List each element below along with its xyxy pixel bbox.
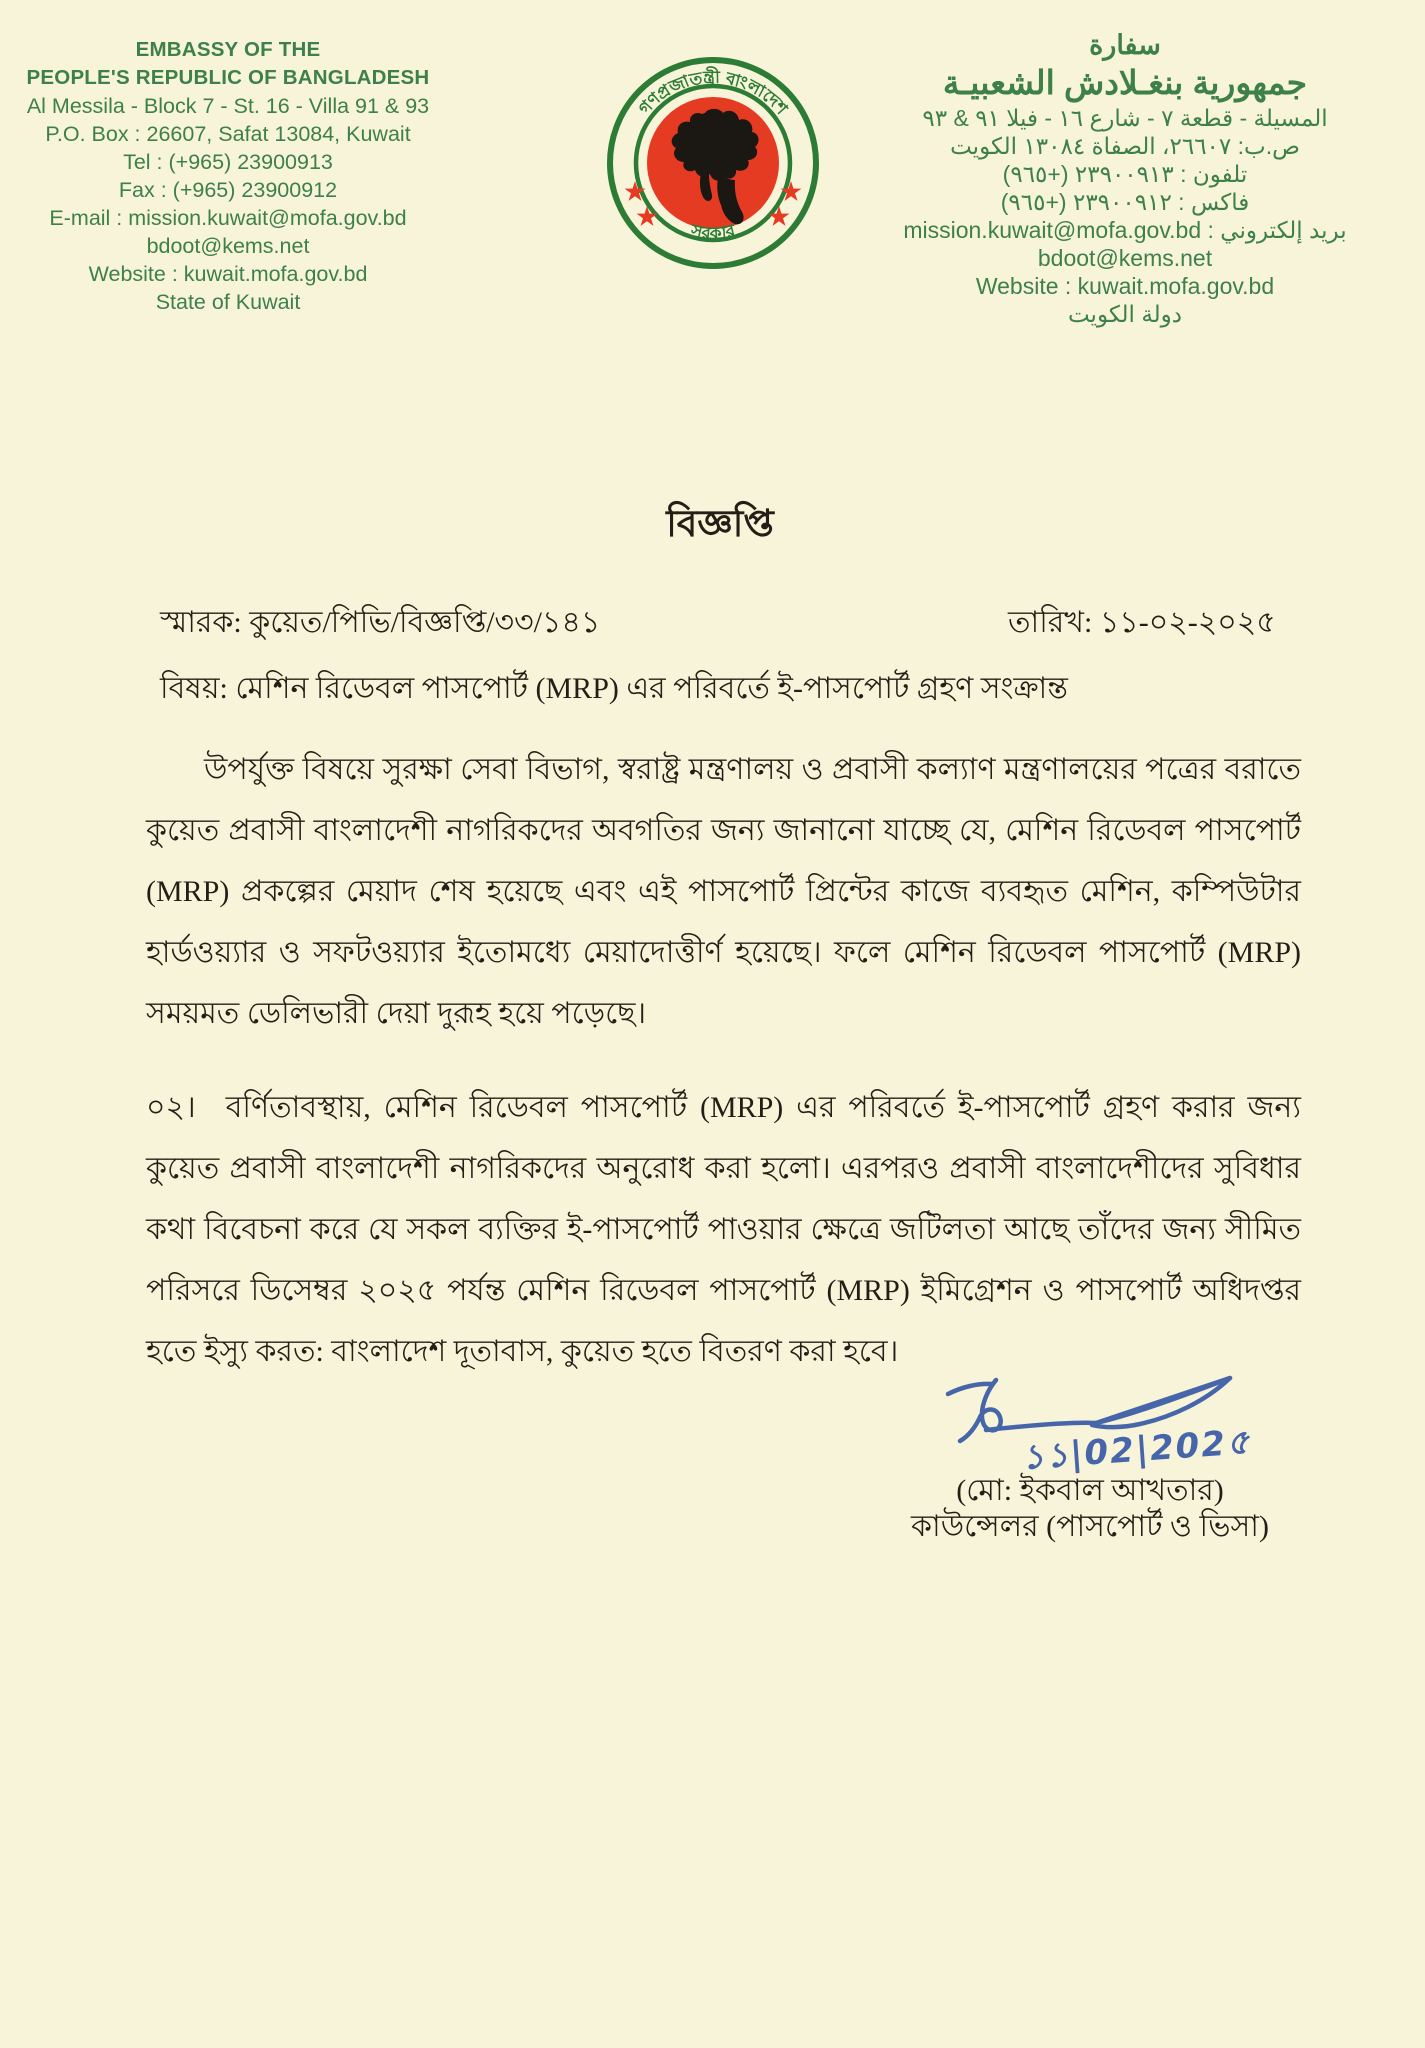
seal-top-arc-text: গণপ্রজাতন্ত্রী বাংলাদেশ [634, 67, 792, 119]
subject-line: বিষয়: মেশিন রিডেবল পাসপোর্ট (MRP) এর পরিবর্তে ই-পাসপোর্ট গ্রহণ সংক্রান্ত [160, 672, 1068, 705]
memo-number: স্মারক: কুয়েত/পিভি/বিজ্ঞপ্তি/৩৩/১৪১ [160, 606, 601, 639]
email2-line: bdoot@kems.net [146, 234, 310, 258]
embassy-name-line2: PEOPLE'S REPUBLIC OF BANGLADESH [26, 66, 430, 89]
email-line: E-mail : mission.kuwait@mofa.gov.bd [49, 206, 407, 230]
signatory-designation: কাউন্সেলর (পাসপোর্ট ও ভিসা) [911, 1510, 1269, 1543]
country-line: State of Kuwait [155, 290, 301, 314]
letterhead-english-block [26, 36, 430, 316]
notice-date: তারিখ: ১১-০২-২০২৫ [1008, 606, 1276, 639]
paragraph-1: উপর্যুক্ত বিষয়ে সুরক্ষা সেবা বিভাগ, স্বরাষ্ট্র মন্ত্রণালয় ও প্রবাসী কল্যাণ মন্ত্রণালয়ের পত্রের বরাতে কুয়েত প্রবাসী বাংলাদেশী নাগরিকদের অবগতির জন্য জানানো যাচ্ছে যে, মেশিন রিডেবল পাসপোর্ট (MRP) প্রকল্পের মেয়াদ শেষ হয়েছে এবং এই পাসপোর্ট প্রিন্টের কাজে ব্যবহৃত মেশিন, কম্পিউটার হার্ডওয়্যার ও সফটওয়্যার ইতোমধ্যে মেয়াদোত্তীর্ণ হয়েছে। ফলে মেশিন রিডেবল পাসপোর্ট (MRP) সময়মত ডেলিভারী দেয়া দুরূহ হয়ে পড়েছে। [146, 753, 1301, 1030]
address-line: Al Messila - Block 7 - St. 16 - Villa 91 & 93 [26, 94, 430, 118]
email2-arabic-line: bdoot@kems.net [1037, 245, 1213, 271]
pobox-arabic-line: ص.ب: ٢٦٦٠٧، الصفاة ١٣٠٨٤ الكويت [950, 133, 1300, 159]
pobox-line: P.O. Box : 26607, Safat 13084, Kuwait [45, 122, 411, 146]
tel-line: Tel : (+965) 23900913 [123, 150, 333, 174]
website-line: Website : kuwait.mofa.gov.bd [88, 262, 368, 286]
fax-line: Fax : (+965) 23900912 [118, 178, 338, 202]
embassy-name-line1: EMBASSY OF THE [135, 38, 321, 61]
seal-bottom-arc-text: সরকার [689, 220, 738, 244]
signatory-name: (মো: ইকবাল আখতার) [956, 1474, 1224, 1507]
state-of-kuwait-arabic-line: دولة الكويت [1067, 301, 1183, 327]
notice-title: বিজ্ঞপ্তি [666, 504, 774, 545]
bangladesh-government-seal [606, 56, 820, 270]
letterhead-arabic-block [852, 28, 1398, 328]
website-arabic-line: Website : kuwait.mofa.gov.bd [975, 273, 1275, 299]
email-arabic-line: بريد إلكتروني : mission.kuwait@mofa.gov.bd [903, 217, 1347, 243]
republic-arabic-line: جمهورية بنغـلادش الشعبيـة [942, 64, 1308, 101]
paragraph-2: ০২। বর্ণিতাবস্থায়, মেশিন রিডেবল পাসপোর্ট (MRP) এর পরিবর্তে ই-পাসপোর্ট গ্রহণ করার জন্য কুয়েত প্রবাসী বাংলাদেশী নাগরিকদের অনুরোধ করা হলো। এরপরও প্রবাসী বাংলাদেশীদের সুবিধার কথা বিবেচনা করে যে সকল ব্যক্তির ই-পাসপোর্ট পাওয়ার ক্ষেত্রে জটিলতা আছে তাঁদের জন্য সীমিত পরিসরে ডিসেম্বর ২০২৫ পর্যন্ত মেশিন রিডেবল পাসপোর্ট (MRP) ইমিগ্রেশন ও পাসপোর্ট অধিদপ্তর হতে ইস্যু করত: বাংলাদেশ দূতাবাস, কুয়েত হতে বিতরণ করা হবে। [146, 1091, 1301, 1368]
address-arabic-line: المسيلة - قطعة ٧ - شارع ١٦ - فيلا ٩١ & ٩٣ [922, 105, 1328, 131]
embassy-arabic-line: سفارة [1089, 30, 1161, 60]
fax-arabic-line: فاكس : ٢٣٩٠٠٩١٢ (+٩٦٥) [1000, 189, 1250, 215]
handwritten-date: ১১|02|202৫ [1020, 1422, 1253, 1478]
tel-arabic-line: تلفون : ٢٣٩٠٠٩١٣ (+٩٦٥) [1002, 161, 1248, 187]
